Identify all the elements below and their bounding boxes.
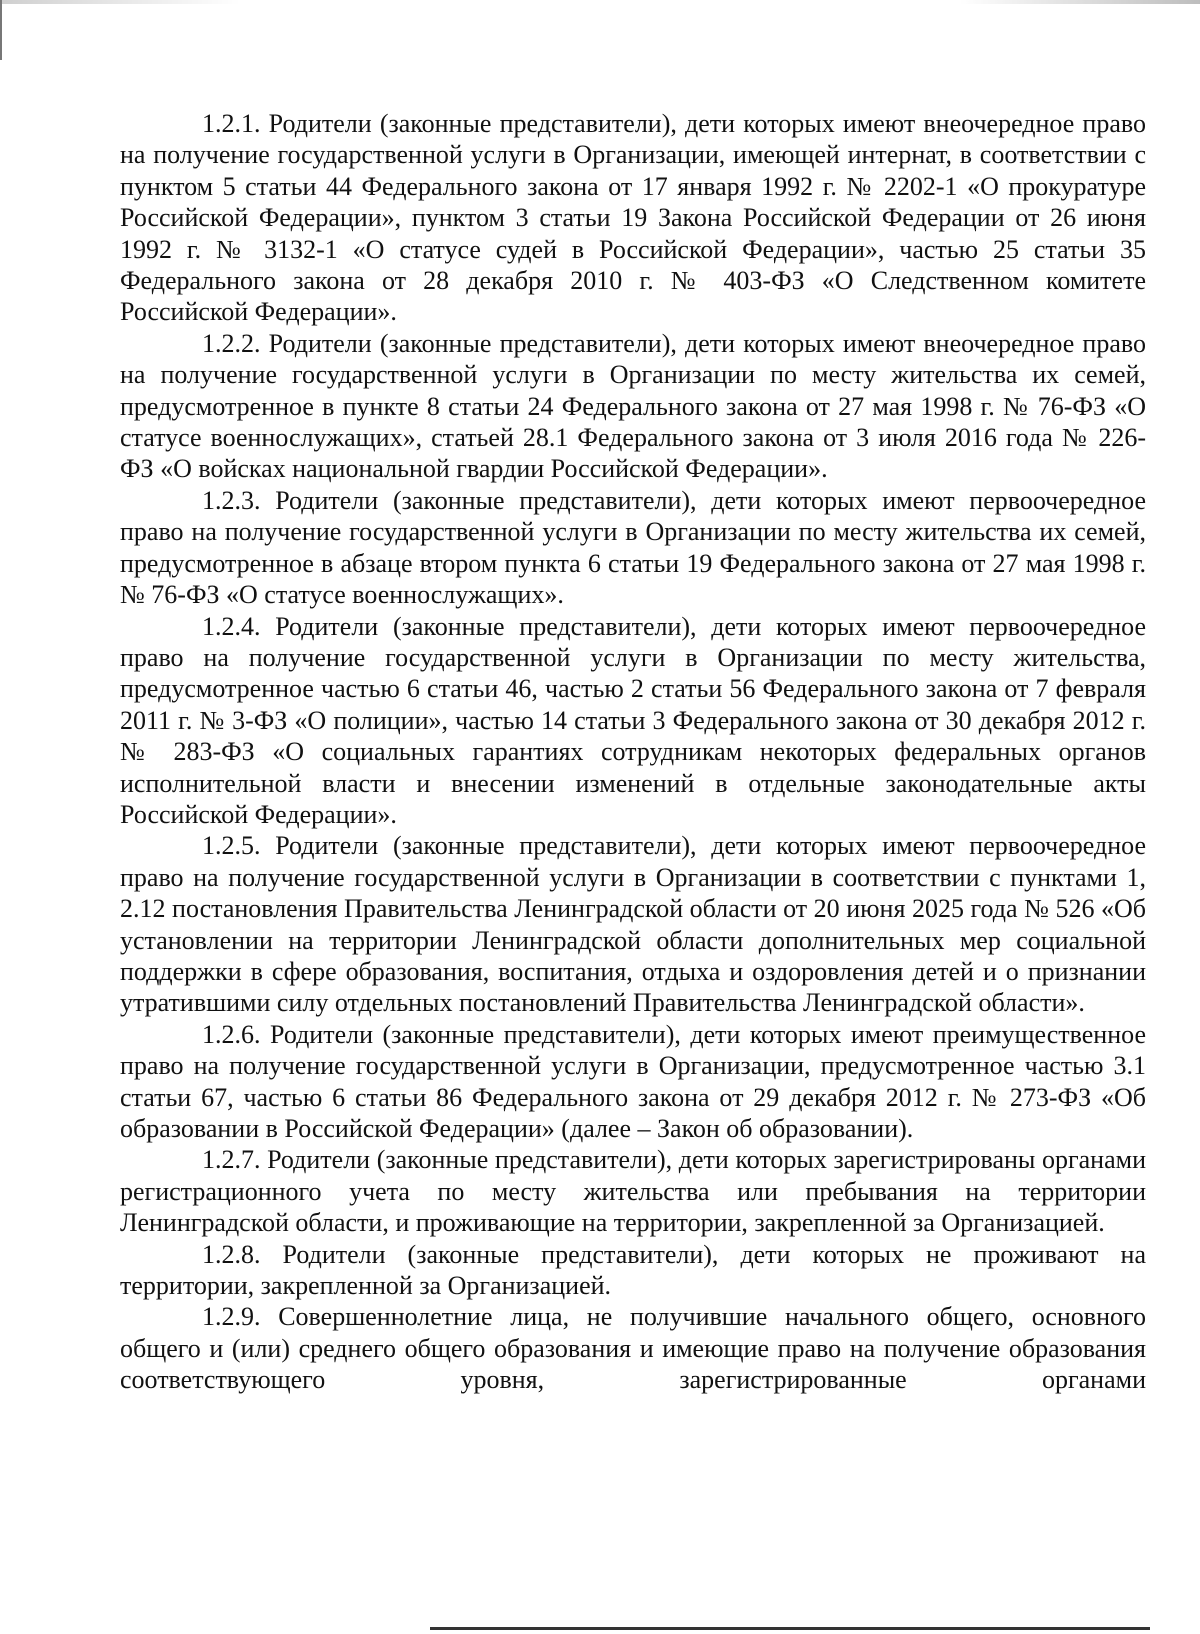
- paragraph-1-2-7: 1.2.7. Родители (законные представители), дети которых зарегистрированы органами регистрационного учета по месту жительства или пребывания на территории Ленинградской области, и проживающие на территории, закрепленной за Организацией.: [120, 1145, 1146, 1238]
- paragraph-1-2-9: 1.2.9. Совершеннолетние лица, не получившие начального общего, основного общего и (или) среднего общего образования и имеющие право на получение образования соответствующего уровня, зарегистрированные органами: [120, 1302, 1146, 1395]
- paragraph-1-2-2: 1.2.2. Родители (законные представители), дети которых имеют внеочередное право на получение государственной услуги в Организации по месту жительства их семей, предусмотренное в пункте 8 статьи 24 Федерального закона от 27 мая 1998 г. № 76-ФЗ «О статусе военнослужащих», статьей 28.1 Федерального закона от 3 июля 2016 года № 226-ФЗ «О войсках национальной гвардии Российской Федерации».: [120, 328, 1146, 484]
- paragraph-1-2-1: 1.2.1. Родители (законные представители), дети которых имеют внеочередное право на получение государственной услуги в Организации, имеющей интернат, в соответствии с пунктом 5 статьи 44 Федерального закона от 17 января 1992 г. № 2202-1 «О прокуратуре Российской Федерации», пунктом 3 статьи 19 Закона Российской Федерации от 26 июня 1992 г. № 3132-1 «О статусе судей в Российской Федерации», частью 25 статьи 35 Федерального закона от 28 декабря 2010 г. № 403-ФЗ «О Следственном комитете Российской Федерации».: [120, 109, 1146, 327]
- paragraph-1-2-5: 1.2.5. Родители (законные представители), дети которых имеют первоочередное право на получение государственной услуги в Организации в соответствии с пунктами 1, 2.12 постановления Правительства Ленинградской области от 20 июня 2025 года № 526 «Об установлении на территории Ленинградской области дополнительных мер социальной поддержки в сфере образования, воспитания, отдыха и оздоровления детей и о признании утратившими силу отдельных постановлений Правительства Ленинградской области».: [120, 831, 1146, 1018]
- scan-edge-bottom: [430, 1627, 1150, 1630]
- document-body: [120, 108, 1146, 1396]
- scan-edge-left: [0, 0, 2, 60]
- paragraph-1-2-8: 1.2.8. Родители (законные представители), дети которых не проживают на территории, закрепленной за Организацией.: [120, 1239, 1146, 1301]
- paragraph-1-2-6: 1.2.6. Родители (законные представители), дети которых имеют преимущественное право на получение государственной услуги в Организации, предусмотренное частью 3.1 статьи 67, частью 6 статьи 86 Федерального закона от 29 декабря 2012 г. № 273-ФЗ «Об образовании в Российской Федерации» (далее – Закон об образовании).: [120, 1019, 1146, 1143]
- paragraph-1-2-4: 1.2.4. Родители (законные представители), дети которых имеют первоочередное право на получение государственной услуги в Организации по месту жительства, предусмотренное частью 6 статьи 46, частью 2 статьи 56 Федерального закона от 7 февраля 2011 г. № 3-ФЗ «О полиции», частью 14 статьи 3 Федерального закона от 30 декабря 2012 г. № 283-ФЗ «О социальных гарантиях сотрудникам некоторых федеральных органов исполнительной власти и внесении изменений в отдельные законодательные акты Российской Федерации».: [120, 611, 1146, 829]
- paragraph-1-2-3: 1.2.3. Родители (законные представители), дети которых имеют первоочередное право на получение государственной услуги в Организации по месту жительства их семей, предусмотренное в абзаце втором пункта 6 статьи 19 Федерального закона от 27 мая 1998 г. № 76-ФЗ «О статусе военнослужащих».: [120, 485, 1146, 610]
- scan-edge-top: [0, 0, 1200, 4]
